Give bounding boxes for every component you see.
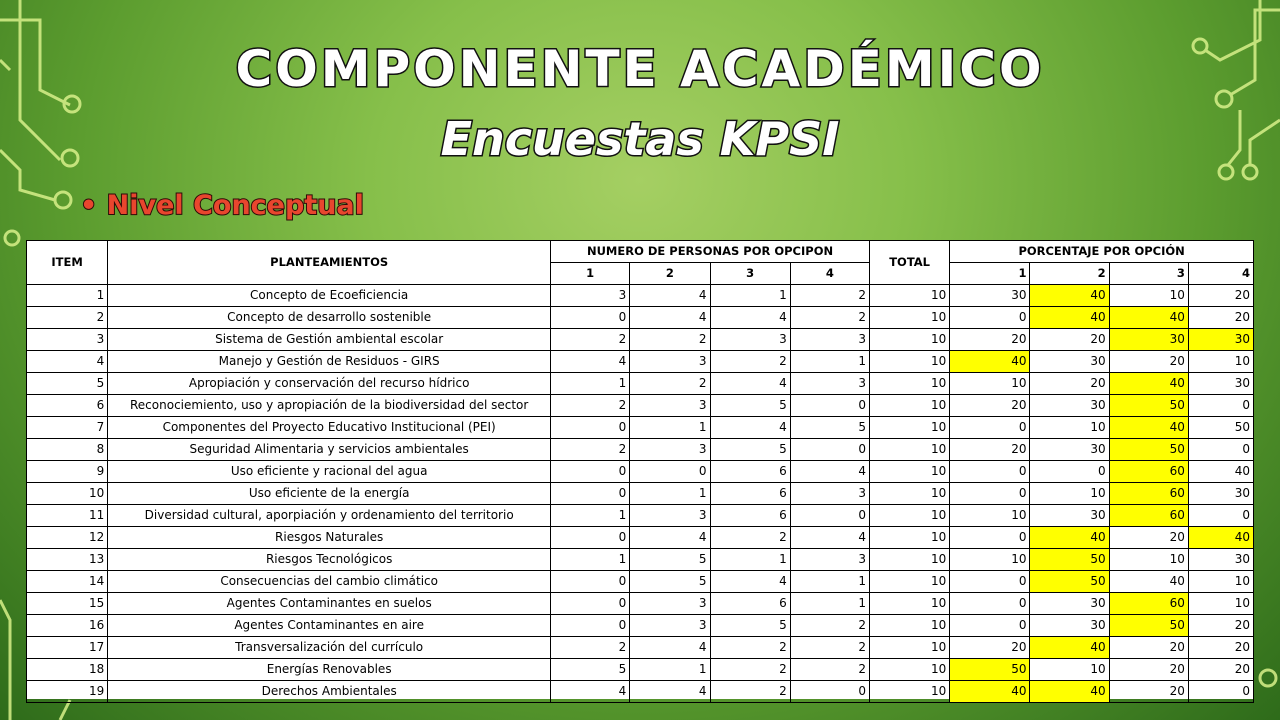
percent-cell: 40 xyxy=(1109,571,1188,593)
count-cell: 2 xyxy=(551,439,630,461)
count-cell: 5 xyxy=(630,571,710,593)
item-cell: 8 xyxy=(27,439,108,461)
percent-cell: 40 xyxy=(1109,417,1188,439)
item-cell: 4 xyxy=(27,351,108,373)
percent-cell: 10 xyxy=(950,505,1030,527)
item-cell: 11 xyxy=(27,505,108,527)
percent-cell: 20 xyxy=(1188,637,1253,659)
item-cell: 9 xyxy=(27,461,108,483)
count-cell: 4 xyxy=(710,417,790,439)
percent-cell: 30 xyxy=(1188,549,1253,571)
planteamiento-cell: Agentes Contaminantes en suelos xyxy=(108,593,551,615)
percent-cell: 20 xyxy=(1188,285,1253,307)
item-cell: 15 xyxy=(27,593,108,615)
planteamiento-cell: Uso eficiente de la energía xyxy=(108,483,551,505)
percent-cell: 30 xyxy=(1109,329,1188,351)
total-cell: 10 xyxy=(870,285,950,307)
percent-cell: 0 xyxy=(950,307,1030,329)
total-cell: 10 xyxy=(870,307,950,329)
count-cell: 0 xyxy=(551,307,630,329)
total-cell: 10 xyxy=(870,329,950,351)
total-cell: 10 xyxy=(870,681,950,703)
count-cell: 5 xyxy=(710,615,790,637)
percent-cell: 0 xyxy=(1188,395,1253,417)
percent-cell: 30 xyxy=(1030,351,1109,373)
percent-cell: 10 xyxy=(1188,593,1253,615)
header-porcentaje-group: PORCENTAJE POR OPCIÓN xyxy=(950,241,1254,263)
item-cell: 7 xyxy=(27,417,108,439)
percent-cell: 10 xyxy=(950,373,1030,395)
table-row xyxy=(27,483,1254,505)
planteamiento-cell: Componentes del Proyecto Educativo Institucional (PEI) xyxy=(108,417,551,439)
count-cell: 1 xyxy=(551,373,630,395)
total-cell: 10 xyxy=(870,615,950,637)
percent-cell: 20 xyxy=(1188,659,1253,681)
count-cell: 5 xyxy=(551,659,630,681)
percent-cell: 10 xyxy=(1109,549,1188,571)
count-cell: 1 xyxy=(710,285,790,307)
percent-cell: 60 xyxy=(1109,505,1188,527)
count-cell: 2 xyxy=(710,527,790,549)
header-count-option: 3 xyxy=(710,263,790,285)
count-cell: 6 xyxy=(710,461,790,483)
count-cell: 3 xyxy=(551,285,630,307)
total-cell: 10 xyxy=(870,637,950,659)
count-cell: 0 xyxy=(790,681,869,703)
percent-cell: 30 xyxy=(1030,395,1109,417)
count-cell: 1 xyxy=(790,571,869,593)
count-cell: 3 xyxy=(630,395,710,417)
percent-cell: 60 xyxy=(1109,483,1188,505)
count-cell: 0 xyxy=(790,439,869,461)
percent-cell: 0 xyxy=(950,571,1030,593)
percent-cell: 0 xyxy=(950,461,1030,483)
total-cell: 10 xyxy=(870,395,950,417)
count-cell: 4 xyxy=(551,681,630,703)
planteamiento-cell: Reconociemiento, uso y apropiación de la biodiversidad del sector xyxy=(108,395,551,417)
header-total: TOTAL xyxy=(870,241,950,285)
count-cell: 4 xyxy=(790,527,869,549)
total-cell: 10 xyxy=(870,483,950,505)
table-row xyxy=(27,659,1254,681)
count-cell: 3 xyxy=(710,329,790,351)
count-cell: 6 xyxy=(710,505,790,527)
percent-cell: 20 xyxy=(1109,351,1188,373)
count-cell: 5 xyxy=(710,439,790,461)
total-cell: 10 xyxy=(870,417,950,439)
percent-cell: 10 xyxy=(950,549,1030,571)
count-cell: 3 xyxy=(630,615,710,637)
percent-cell: 10 xyxy=(1030,417,1109,439)
planteamiento-cell: Apropiación y conservación del recurso hídrico xyxy=(108,373,551,395)
percent-cell: 60 xyxy=(1109,593,1188,615)
count-cell: 3 xyxy=(790,483,869,505)
planteamiento-cell: Riesgos Tecnológicos xyxy=(108,549,551,571)
count-cell: 4 xyxy=(630,527,710,549)
planteamiento-cell: Energías Renovables xyxy=(108,659,551,681)
percent-cell: 10 xyxy=(1030,483,1109,505)
count-cell: 1 xyxy=(790,593,869,615)
section-bullet: • Nivel Conceptual xyxy=(80,190,364,221)
planteamiento-cell: Seguridad Alimentaria y servicios ambientales xyxy=(108,439,551,461)
count-cell: 2 xyxy=(790,285,869,307)
count-cell: 3 xyxy=(790,329,869,351)
planteamiento-cell: Agentes Contaminantes en aire xyxy=(108,615,551,637)
count-cell: 0 xyxy=(551,417,630,439)
item-cell: 2 xyxy=(27,307,108,329)
count-cell: 2 xyxy=(551,637,630,659)
planteamiento-cell: Concepto de Ecoeficiencia xyxy=(108,285,551,307)
percent-cell: 20 xyxy=(1030,329,1109,351)
count-cell: 3 xyxy=(630,505,710,527)
count-cell: 2 xyxy=(710,351,790,373)
planteamiento-cell: Manejo y Gestión de Residuos - GIRS xyxy=(108,351,551,373)
table-row xyxy=(27,593,1254,615)
total-cell: 10 xyxy=(870,373,950,395)
table-row xyxy=(27,505,1254,527)
count-cell: 2 xyxy=(710,637,790,659)
header-pct-option: 4 xyxy=(1188,263,1253,285)
header-planteamientos: PLANTEAMIENTOS xyxy=(108,241,551,285)
header-count-option: 2 xyxy=(630,263,710,285)
count-cell: 4 xyxy=(630,681,710,703)
total-cell: 10 xyxy=(870,659,950,681)
count-cell: 1 xyxy=(630,483,710,505)
percent-cell: 30 xyxy=(1030,593,1109,615)
count-cell: 3 xyxy=(790,549,869,571)
percent-cell: 20 xyxy=(1109,527,1188,549)
count-cell: 0 xyxy=(630,461,710,483)
planteamiento-cell: Derechos Ambientales xyxy=(108,681,551,703)
count-cell: 4 xyxy=(790,461,869,483)
count-cell: 2 xyxy=(790,659,869,681)
count-cell: 1 xyxy=(790,351,869,373)
count-cell: 0 xyxy=(551,483,630,505)
total-cell: 10 xyxy=(870,571,950,593)
percent-cell: 20 xyxy=(950,395,1030,417)
percent-cell: 50 xyxy=(1188,417,1253,439)
count-cell: 0 xyxy=(551,461,630,483)
percent-cell: 20 xyxy=(950,439,1030,461)
header-pct-option: 3 xyxy=(1109,263,1188,285)
count-cell: 3 xyxy=(630,351,710,373)
table-row xyxy=(27,527,1254,549)
percent-cell: 0 xyxy=(1188,505,1253,527)
count-cell: 4 xyxy=(630,637,710,659)
table-row xyxy=(27,351,1254,373)
planteamiento-cell: Diversidad cultural, aporpiación y ordenamiento del territorio xyxy=(108,505,551,527)
item-cell: 3 xyxy=(27,329,108,351)
count-cell: 3 xyxy=(630,439,710,461)
planteamiento-cell: Uso eficiente y racional del agua xyxy=(108,461,551,483)
count-cell: 6 xyxy=(710,483,790,505)
header-personas-group: NUMERO DE PERSONAS POR OPCIPON xyxy=(551,241,870,263)
planteamiento-cell: Transversalización del currículo xyxy=(108,637,551,659)
count-cell: 1 xyxy=(710,549,790,571)
kpsi-table-container xyxy=(26,240,1254,699)
count-cell: 3 xyxy=(630,593,710,615)
table-row xyxy=(27,549,1254,571)
table-row xyxy=(27,681,1254,703)
percent-cell: 0 xyxy=(1188,439,1253,461)
count-cell: 2 xyxy=(630,329,710,351)
count-cell: 0 xyxy=(790,395,869,417)
table-row xyxy=(27,395,1254,417)
table-row xyxy=(27,637,1254,659)
percent-cell: 40 xyxy=(950,351,1030,373)
item-cell: 6 xyxy=(27,395,108,417)
count-cell: 2 xyxy=(790,637,869,659)
item-cell: 16 xyxy=(27,615,108,637)
percent-cell: 40 xyxy=(950,681,1030,703)
percent-cell: 30 xyxy=(1030,439,1109,461)
table-body xyxy=(27,285,1254,703)
total-cell: 10 xyxy=(870,351,950,373)
percent-cell: 20 xyxy=(1030,373,1109,395)
count-cell: 4 xyxy=(710,571,790,593)
count-cell: 1 xyxy=(551,549,630,571)
count-cell: 1 xyxy=(630,417,710,439)
total-cell: 10 xyxy=(870,549,950,571)
table-row xyxy=(27,373,1254,395)
percent-cell: 30 xyxy=(1030,505,1109,527)
kpsi-table xyxy=(26,240,1254,703)
percent-cell: 50 xyxy=(1030,571,1109,593)
percent-cell: 30 xyxy=(1188,483,1253,505)
count-cell: 2 xyxy=(790,307,869,329)
count-cell: 2 xyxy=(551,395,630,417)
percent-cell: 40 xyxy=(1188,461,1253,483)
percent-cell: 50 xyxy=(950,659,1030,681)
percent-cell: 10 xyxy=(1030,659,1109,681)
planteamiento-cell: Sistema de Gestión ambiental escolar xyxy=(108,329,551,351)
percent-cell: 10 xyxy=(1109,285,1188,307)
planteamiento-cell: Riesgos Naturales xyxy=(108,527,551,549)
page-subtitle: Encuestas KPSI xyxy=(440,112,840,166)
percent-cell: 0 xyxy=(950,593,1030,615)
total-cell: 10 xyxy=(870,527,950,549)
percent-cell: 40 xyxy=(1188,527,1253,549)
table-row xyxy=(27,461,1254,483)
planteamiento-cell: Concepto de desarrollo sostenible xyxy=(108,307,551,329)
count-cell: 0 xyxy=(551,571,630,593)
item-cell: 10 xyxy=(27,483,108,505)
total-cell: 10 xyxy=(870,593,950,615)
count-cell: 0 xyxy=(551,527,630,549)
count-cell: 4 xyxy=(630,285,710,307)
percent-cell: 20 xyxy=(1109,681,1188,703)
percent-cell: 0 xyxy=(950,417,1030,439)
table-row xyxy=(27,417,1254,439)
planteamiento-cell: Consecuencias del cambio climático xyxy=(108,571,551,593)
percent-cell: 30 xyxy=(950,285,1030,307)
count-cell: 2 xyxy=(710,659,790,681)
percent-cell: 50 xyxy=(1109,439,1188,461)
header-pct-option: 2 xyxy=(1030,263,1109,285)
percent-cell: 10 xyxy=(1188,351,1253,373)
count-cell: 1 xyxy=(551,505,630,527)
count-cell: 4 xyxy=(710,373,790,395)
percent-cell: 0 xyxy=(950,483,1030,505)
total-cell: 10 xyxy=(870,505,950,527)
count-cell: 4 xyxy=(630,307,710,329)
percent-cell: 30 xyxy=(1030,615,1109,637)
percent-cell: 0 xyxy=(950,527,1030,549)
table-row xyxy=(27,615,1254,637)
percent-cell: 40 xyxy=(1030,527,1109,549)
count-cell: 0 xyxy=(790,505,869,527)
percent-cell: 40 xyxy=(1030,681,1109,703)
count-cell: 4 xyxy=(551,351,630,373)
count-cell: 2 xyxy=(710,681,790,703)
percent-cell: 50 xyxy=(1109,395,1188,417)
table-row xyxy=(27,307,1254,329)
total-cell: 10 xyxy=(870,439,950,461)
percent-cell: 40 xyxy=(1030,307,1109,329)
item-cell: 12 xyxy=(27,527,108,549)
table-row xyxy=(27,439,1254,461)
item-cell: 18 xyxy=(27,659,108,681)
percent-cell: 20 xyxy=(950,637,1030,659)
table-row xyxy=(27,329,1254,351)
percent-cell: 50 xyxy=(1030,549,1109,571)
table-row xyxy=(27,285,1254,307)
percent-cell: 0 xyxy=(1030,461,1109,483)
page-title: COMPONENTE ACADÉMICO xyxy=(235,40,1045,98)
count-cell: 5 xyxy=(790,417,869,439)
count-cell: 2 xyxy=(551,329,630,351)
percent-cell: 0 xyxy=(950,615,1030,637)
table-row xyxy=(27,571,1254,593)
percent-cell: 20 xyxy=(1188,615,1253,637)
percent-cell: 50 xyxy=(1109,615,1188,637)
percent-cell: 20 xyxy=(1109,659,1188,681)
percent-cell: 60 xyxy=(1109,461,1188,483)
percent-cell: 40 xyxy=(1030,285,1109,307)
percent-cell: 30 xyxy=(1188,373,1253,395)
total-cell: 10 xyxy=(870,461,950,483)
count-cell: 3 xyxy=(790,373,869,395)
count-cell: 2 xyxy=(790,615,869,637)
percent-cell: 20 xyxy=(1188,307,1253,329)
percent-cell: 10 xyxy=(1188,571,1253,593)
item-cell: 19 xyxy=(27,681,108,703)
item-cell: 13 xyxy=(27,549,108,571)
item-cell: 5 xyxy=(27,373,108,395)
percent-cell: 0 xyxy=(1188,681,1253,703)
count-cell: 2 xyxy=(630,373,710,395)
percent-cell: 20 xyxy=(950,329,1030,351)
header-item: ITEM xyxy=(27,241,108,285)
count-cell: 0 xyxy=(551,593,630,615)
count-cell: 5 xyxy=(630,549,710,571)
percent-cell: 40 xyxy=(1030,637,1109,659)
header-count-option: 4 xyxy=(790,263,869,285)
percent-cell: 20 xyxy=(1109,637,1188,659)
count-cell: 4 xyxy=(710,307,790,329)
header-count-option: 1 xyxy=(551,263,630,285)
percent-cell: 40 xyxy=(1109,307,1188,329)
percent-cell: 40 xyxy=(1109,373,1188,395)
count-cell: 0 xyxy=(551,615,630,637)
percent-cell: 30 xyxy=(1188,329,1253,351)
item-cell: 1 xyxy=(27,285,108,307)
count-cell: 5 xyxy=(710,395,790,417)
header-pct-option: 1 xyxy=(950,263,1030,285)
count-cell: 1 xyxy=(630,659,710,681)
item-cell: 14 xyxy=(27,571,108,593)
count-cell: 6 xyxy=(710,593,790,615)
item-cell: 17 xyxy=(27,637,108,659)
